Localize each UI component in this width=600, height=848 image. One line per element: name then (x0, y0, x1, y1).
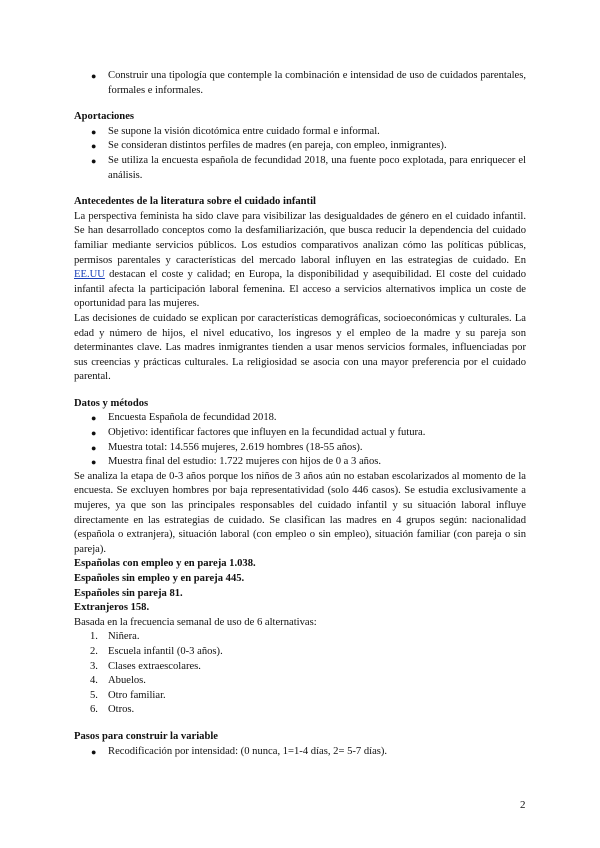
bullet-icon: ● (91, 442, 97, 453)
list-number: 5. (90, 689, 98, 701)
list-number: 6. (90, 704, 98, 716)
group-line: Españolas con empleo y en pareja 1.038. (74, 558, 256, 570)
page-content (74, 69, 526, 759)
list-item: ● Se utiliza la encuesta española de fecundidad 2018, una fuente poco explotada, para enriquecer el análisis. (91, 154, 526, 181)
list-item: ● Recodificación por intensidad: (0 nunca, 1=1-4 días, 2= 5-7 días). (74, 745, 526, 760)
list-item: 5. Otro familiar. (74, 689, 526, 704)
section-heading-datos: Datos y métodos (74, 397, 149, 409)
list-item: ● Muestra final del estudio: 1.722 mujeres con hijos de 0 a 3 años. (74, 455, 526, 470)
eeuu-link[interactable]: EE.UU (74, 269, 105, 281)
bullet-icon: ● (91, 71, 97, 81)
antecedentes-paragraph-1: La perspectiva feminista ha sido clave para visibilizar las desigualdades de género en el cuidado infantil. Se han desarrollado conceptos como la desfamiliarización, que busca reducir la dependencia del cuidado familiar mediante servicios públicos. Los estudios comparativos analizan cómo las políticas públicas, permisos parentales y características del mercado laboral influyen en las estrategias de cuidado. En EE.UU destacan el coste y calidad; en Europa, la disponibilidad y asequibilidad. El coste del cuidado infantil afecta la participación laboral femenina. El acceso a servicios alternativos implica un coste de oportunidad para las mujeres. (74, 210, 526, 310)
list-item: ● Objetivo: identificar factores que influyen en la fecundidad actual y futura. (74, 426, 526, 441)
group-line: Españoles sin pareja 81. (74, 587, 183, 599)
section-heading-antecedentes: Antecedentes de la literatura sobre el cuidado infantil (74, 196, 316, 208)
page-number: 2 (520, 799, 526, 811)
list-item: 3. Clases extraescolares. (74, 660, 526, 675)
frequency-intro: Basada en la frecuencia semanal de uso de 6 alternativas: (74, 616, 317, 628)
datos-list (74, 411, 526, 469)
antecedentes-paragraph-2: Las decisiones de cuidado se explican por características demográficas, socioeconómicas y culturales. La edad y número de hijos, el nivel educativo, los ingresos y el empleo de la madre y su pareja son determinantes clave. Las madres inmigrantes tienden a usar menos servicios formales, influenciadas por sus creencias y prácticas culturales. La religiosidad se asocia con una mayor preferencia por el cuidado parental. (74, 312, 526, 383)
list-number: 1. (90, 631, 98, 643)
list-item: ● Construir una tipología que contemple la combinación e intensidad de uso de cuidados parentales, formales e informales. (91, 70, 526, 96)
list-number: 3. (90, 660, 98, 672)
section-heading-pasos: Pasos para construir la variable (74, 730, 218, 742)
alternatives-list (74, 630, 526, 718)
list-item: 4. Abuelos. (74, 674, 526, 689)
list-item: ● Muestra total: 14.556 mujeres, 2.619 hombres (18-55 años). (74, 441, 526, 456)
group-line: Extranjeros 158. (74, 602, 150, 614)
list-item: ● Se consideran distintos perfiles de madres (en pareja, con empleo, inmigrantes). (74, 139, 526, 154)
bullet-icon: ● (91, 746, 97, 757)
aportaciones-list (74, 125, 526, 183)
list-number: 2. (90, 645, 98, 657)
bullet-icon: ● (91, 457, 97, 468)
list-item: 2. Escuela infantil (0-3 años). (74, 645, 526, 660)
list-item: 1. Niñera. (74, 630, 526, 645)
bullet-icon: ● (91, 126, 97, 137)
bullet-icon: ● (91, 141, 97, 152)
datos-paragraph: Se analiza la etapa de 0-3 años porque los niños de 3 años aún no estaban escolarizados al momento de la encuesta. Se excluyen hombres por baja representatividad (solo 446 casos). Se estudia exclusivamente a mujeres, ya que son las principales responsables del cuidado infantil y su situación laboral influye directamente en las estrategias de cuidado. Se clasifican las madres en 4 grupos según: nacionalidad (española o extranjera), situación laboral (con empleo o sin empleo), situación familiar (con pareja o sin pareja). (74, 470, 526, 555)
bullet-icon: ● (91, 155, 97, 166)
bullet-icon: ● (91, 413, 97, 424)
list-item: ● Encuesta Española de fecundidad 2018. (74, 411, 526, 426)
group-line: Españoles sin empleo y en pareja 445. (74, 573, 245, 584)
list-item: ● Se supone la visión dicotómica entre cuidado formal e informal. (74, 125, 526, 140)
intro-bullet-list (74, 69, 526, 98)
section-heading-aportaciones: Aportaciones (74, 111, 135, 123)
bullet-icon: ● (91, 428, 97, 439)
pasos-list (74, 745, 526, 760)
list-item: 6. Otros. (74, 703, 526, 718)
list-number: 4. (90, 675, 98, 687)
